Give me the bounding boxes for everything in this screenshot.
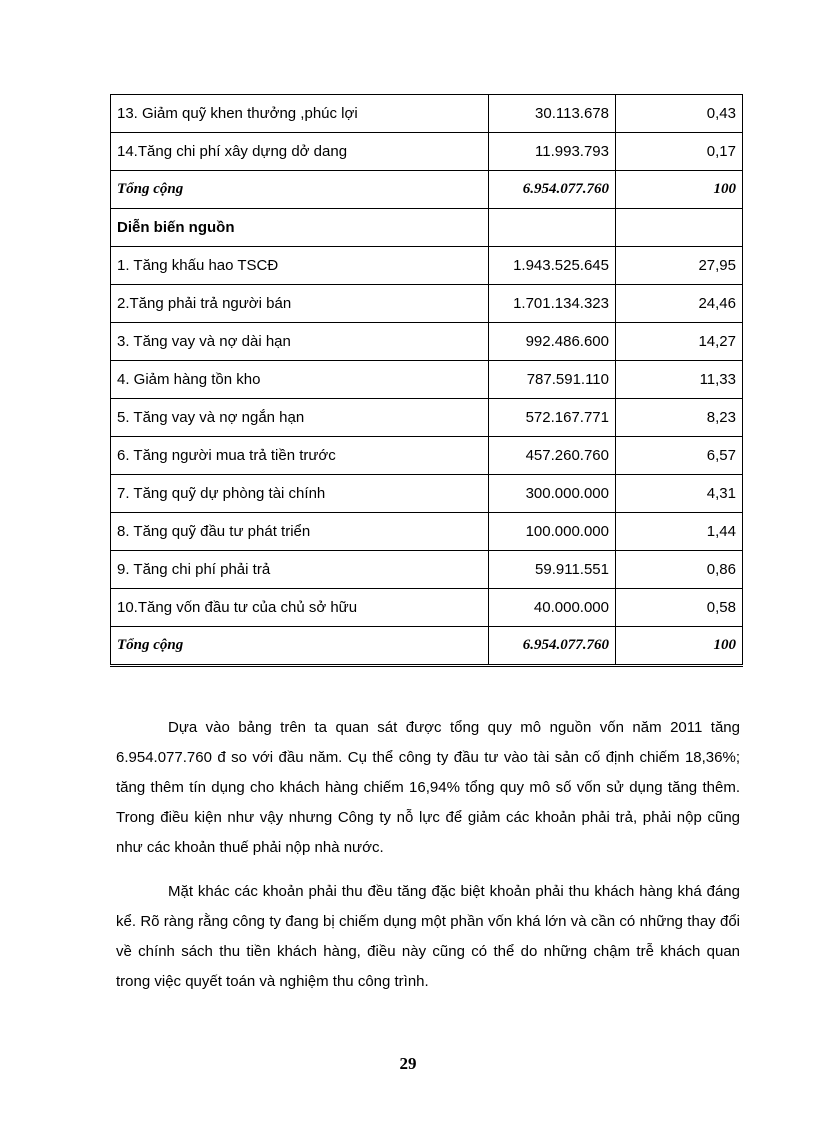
row-label: 6. Tăng người mua trả tiền trước bbox=[111, 437, 489, 475]
row-percent bbox=[616, 209, 743, 247]
table-row bbox=[111, 589, 743, 627]
funds-table bbox=[110, 94, 743, 667]
total-label: Tổng cộng bbox=[111, 171, 489, 209]
total-row bbox=[111, 171, 743, 209]
table-row bbox=[111, 437, 743, 475]
table-row bbox=[111, 551, 743, 589]
row-label: 4. Giảm hàng tồn kho bbox=[111, 361, 489, 399]
total-label: Tổng cộng bbox=[111, 627, 489, 666]
row-label: 5. Tăng vay và nợ ngắn hạn bbox=[111, 399, 489, 437]
row-label: 9. Tăng chi phí phải trả bbox=[111, 551, 489, 589]
table-row bbox=[111, 399, 743, 437]
page-number: 29 bbox=[399, 1054, 417, 1073]
table-row bbox=[111, 323, 743, 361]
row-value: 1.943.525.645 bbox=[489, 247, 616, 285]
table-row bbox=[111, 285, 743, 323]
total-value: 6.954.077.760 bbox=[489, 171, 616, 209]
row-value bbox=[489, 209, 616, 247]
table-row bbox=[111, 133, 743, 171]
body-paragraph: Dựa vào bảng trên ta quan sát được tổng quy mô nguồn vốn năm 2011 tăng 6.954.077.760 đ so với đầu năm. Cụ thể công ty đầu tư vào tài sản cố định chiếm 18,36%; tăng thêm tín dụng cho khách hàng chiếm 16,94% tổng quy mô số vốn sử dụng tăng thêm. Trong điều kiện như vậy nhưng Công ty nỗ lực để giảm các khoản phải trả, phải nộp cũng như các khoản thuế phải nộp nhà nước. bbox=[116, 719, 740, 856]
section-header-row bbox=[111, 209, 743, 247]
table-row bbox=[111, 361, 743, 399]
row-label: 7. Tăng quỹ dự phòng tài chính bbox=[111, 475, 489, 513]
row-percent: 1,44 bbox=[616, 513, 743, 551]
row-label: 1. Tăng khấu hao TSCĐ bbox=[111, 247, 489, 285]
row-value: 1.701.134.323 bbox=[489, 285, 616, 323]
row-value: 992.486.600 bbox=[489, 323, 616, 361]
row-percent: 14,27 bbox=[616, 323, 743, 361]
row-label: 13. Giảm quỹ khen thưởng ,phúc lợi bbox=[111, 95, 489, 133]
row-label: 14.Tăng chi phí xây dựng dở dang bbox=[111, 133, 489, 171]
row-percent: 0,17 bbox=[616, 133, 743, 171]
table-row bbox=[111, 95, 743, 133]
row-value: 572.167.771 bbox=[489, 399, 616, 437]
row-value: 59.911.551 bbox=[489, 551, 616, 589]
row-percent: 24,46 bbox=[616, 285, 743, 323]
total-percent: 100 bbox=[616, 627, 743, 666]
row-percent: 0,43 bbox=[616, 95, 743, 133]
row-percent: 4,31 bbox=[616, 475, 743, 513]
row-percent: 0,86 bbox=[616, 551, 743, 589]
row-value: 787.591.110 bbox=[489, 361, 616, 399]
row-percent: 11,33 bbox=[616, 361, 743, 399]
row-value: 30.113.678 bbox=[489, 95, 616, 133]
total-value: 6.954.077.760 bbox=[489, 627, 616, 666]
row-percent: 0,58 bbox=[616, 589, 743, 627]
row-label: 10.Tăng vốn đầu tư của chủ sở hữu bbox=[111, 589, 489, 627]
row-label: 8. Tăng quỹ đầu tư phát triển bbox=[111, 513, 489, 551]
row-label: 3. Tăng vay và nợ dài hạn bbox=[111, 323, 489, 361]
row-percent: 8,23 bbox=[616, 399, 743, 437]
table-row bbox=[111, 475, 743, 513]
total-percent: 100 bbox=[616, 171, 743, 209]
body-paragraph: Mặt khác các khoản phải thu đều tăng đặc biệt khoản phải thu khách hàng khá đáng kể. Rõ ràng rằng công ty đang bị chiếm dụng một phần vốn khá lớn và cần có những thay đổi về chính sách thu tiền khách hàng, điều này cũng có thể do những chậm trễ khách quan trong việc quyết toán và nghiệm thu công trình. bbox=[116, 883, 740, 990]
row-value: 40.000.000 bbox=[489, 589, 616, 627]
table-row bbox=[111, 247, 743, 285]
row-percent: 27,95 bbox=[616, 247, 743, 285]
row-value: 457.260.760 bbox=[489, 437, 616, 475]
row-label: 2.Tăng phải trả người bán bbox=[111, 285, 489, 323]
section-title: Diễn biến nguồn bbox=[111, 209, 489, 247]
row-percent: 6,57 bbox=[616, 437, 743, 475]
row-value: 11.993.793 bbox=[489, 133, 616, 171]
row-value: 300.000.000 bbox=[489, 475, 616, 513]
total-row bbox=[111, 627, 743, 666]
row-value: 100.000.000 bbox=[489, 513, 616, 551]
table-row bbox=[111, 513, 743, 551]
